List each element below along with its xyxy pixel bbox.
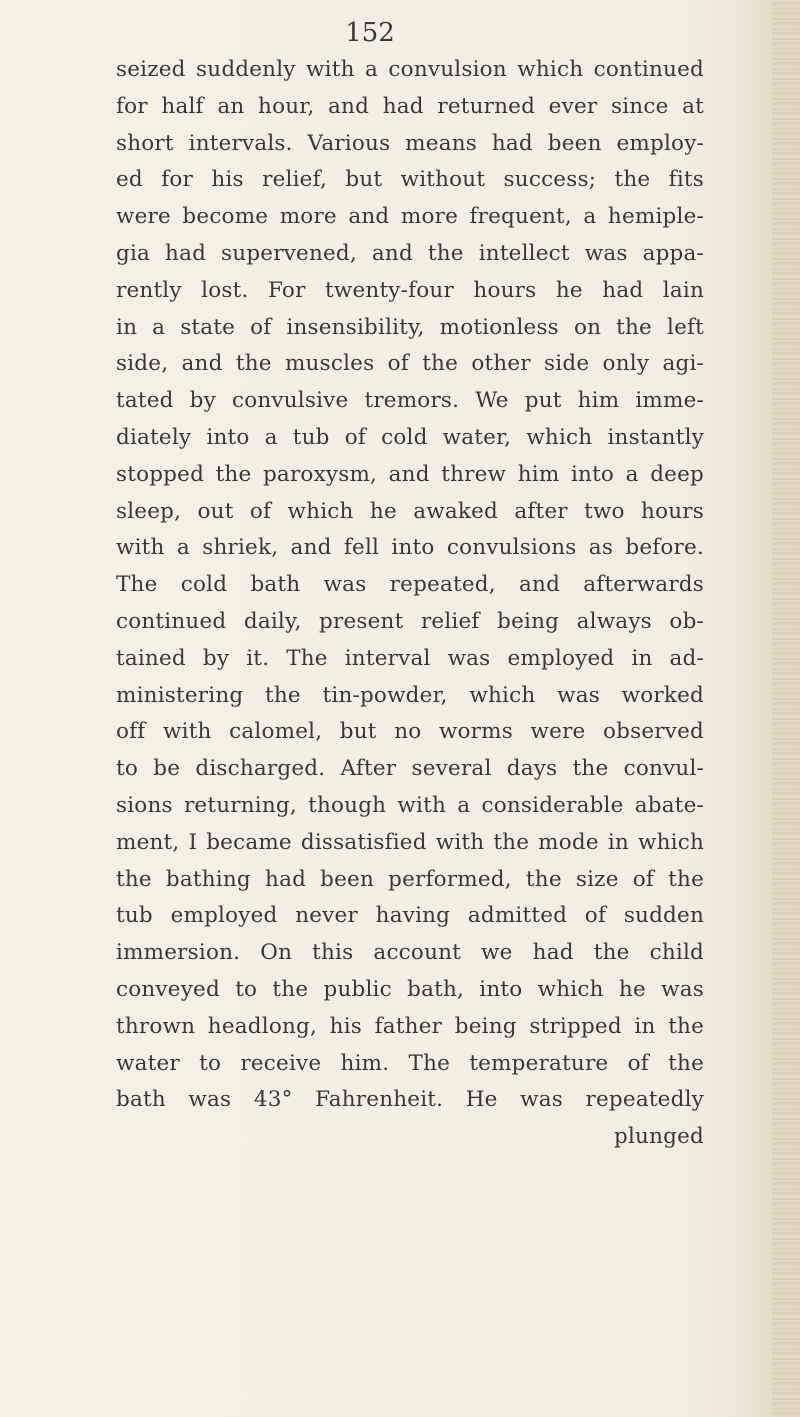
- text-line: tub employed never having admitted of sudden: [116, 903, 704, 929]
- text-line: gia had supervened, and the intellect was appa-: [116, 240, 704, 266]
- page-edge: [772, 0, 800, 1417]
- text-line: The cold bath was repeated, and afterwards: [116, 572, 704, 598]
- text-line: continued daily, present relief being always ob-: [116, 608, 704, 634]
- text-line: side, and the muscles of the other side only agi-: [116, 351, 704, 377]
- text-line: ministering the tin-powder, which was worked: [116, 682, 704, 708]
- text-line: ed for his relief, but without success; the fits: [116, 167, 704, 193]
- text-line: sleep, out of which he awaked after two hours: [116, 498, 704, 524]
- text-line: stopped the paroxysm, and threw him into a deep: [116, 461, 704, 487]
- text-line: bath was 43° Fahrenheit. He was repeatedly: [116, 1087, 704, 1113]
- text-line: rently lost. For twenty-four hours he had lain: [116, 277, 704, 303]
- text-line: sions returning, though with a considerable abate-: [116, 792, 704, 818]
- text-line: thrown headlong, his father being stripped in the: [116, 1013, 704, 1039]
- text-line: conveyed to the public bath, into which he was: [116, 976, 704, 1002]
- text-line: diately into a tub of cold water, which instantly: [116, 424, 704, 450]
- text-line: to be discharged. After several days the convul-: [116, 756, 704, 782]
- text-line: off with calomel, but no worms were observed: [116, 719, 704, 745]
- text-line: seized suddenly with a convulsion which continued: [116, 57, 704, 82]
- text-line: ment, I became dissatisfied with the mode in which: [116, 829, 704, 855]
- body-text: [116, 52, 704, 1156]
- text-line: immersion. On this account we had the child: [116, 940, 704, 966]
- text-line: short intervals. Various means had been employ-: [116, 130, 704, 156]
- text-line: water to receive him. The temperature of the: [116, 1050, 704, 1076]
- text-line: the bathing had been performed, the size of the: [116, 866, 704, 892]
- text-line: were become more and more frequent, a hemiple-: [116, 204, 704, 230]
- text-line: with a shriek, and fell into convulsions as before.: [116, 535, 704, 561]
- text-line: in a state of insensibility, motionless on the left: [116, 314, 704, 340]
- text-line: for half an hour, and had returned ever since at: [116, 93, 704, 119]
- text-line: tated by convulsive tremors. We put him imme-: [116, 388, 704, 414]
- catchword: plunged: [614, 1124, 704, 1150]
- text-line: tained by it. The interval was employed in ad-: [116, 645, 704, 671]
- page-number: 152: [345, 18, 395, 48]
